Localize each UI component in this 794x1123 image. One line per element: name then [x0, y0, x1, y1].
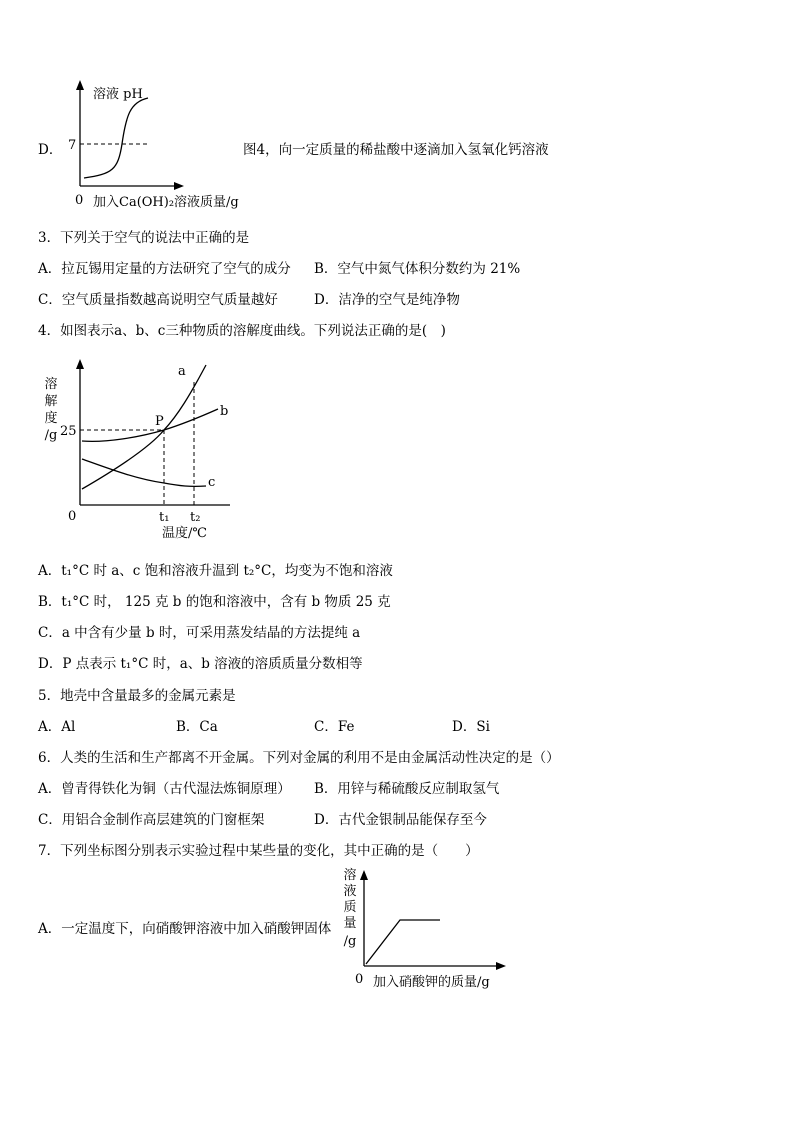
- option-d-label: D．: [38, 142, 63, 158]
- ph-origin: 0: [75, 193, 84, 208]
- kno3-origin: 0: [355, 972, 364, 987]
- q3-option-c[interactable]: C．空气质量指数越高说明空气质量越好: [38, 292, 278, 308]
- sol-tick-t2: t₂: [190, 510, 201, 525]
- q5-option-c[interactable]: C．Fe: [314, 719, 355, 735]
- ph-x-arrow: [174, 182, 184, 190]
- q7-stem: 7．下列坐标图分别表示实验过程中某些量的变化，其中正确的是（ ）: [38, 843, 479, 859]
- ph-y-arrow: [76, 80, 84, 90]
- kno3-y-label-char-2: 液: [343, 884, 357, 899]
- q6-option-c[interactable]: C．用铝合金制作高层建筑的门窗框架: [38, 812, 265, 828]
- solubility-curve-chart: [40, 355, 240, 545]
- q7-option-a[interactable]: A．一定温度下，向硝酸钾溶液中加入硝酸钾固体: [38, 921, 332, 937]
- kno3-y-label-char-1: 溶: [343, 868, 357, 883]
- sol-label-c: c: [208, 475, 216, 490]
- q5-option-a[interactable]: A．Al: [38, 719, 76, 735]
- kno3-curve: [366, 920, 440, 964]
- sol-y-tick-25: 25: [60, 424, 77, 439]
- q3-option-b[interactable]: B．空气中氮气体积分数约为 21%: [314, 261, 521, 277]
- kno3-y-label-char-5: /g: [343, 934, 357, 949]
- sol-tick-t1: t₁: [159, 510, 170, 525]
- sol-y-arrow: [76, 359, 84, 369]
- kno3-solution-mass-chart: [350, 866, 510, 996]
- q4-option-a[interactable]: A．t₁°C 时 a、c 饱和溶液升温到 t₂°C，均变为不饱和溶液: [38, 563, 393, 579]
- q4-option-b[interactable]: B．t₁°C 时， 125 克 b 的饱和溶液中，含有 b 物质 25 克: [38, 594, 391, 610]
- curve-b: [82, 409, 218, 441]
- q6-option-d[interactable]: D．古代金银制品能保存至今: [314, 812, 487, 828]
- q5-stem: 5．地壳中含量最多的金属元素是: [38, 688, 236, 704]
- q3-stem: 3．下列关于空气的说法中正确的是: [38, 230, 250, 246]
- sol-point-p: P: [155, 414, 164, 429]
- ph-x-label: 加入Ca(OH)₂溶液质量/g: [93, 195, 239, 210]
- kno3-x-arrow: [496, 962, 506, 970]
- ph-curve: [84, 98, 148, 178]
- sol-label-a: a: [178, 364, 186, 379]
- q3-option-a[interactable]: A．拉瓦锡用定量的方法研究了空气的成分: [38, 261, 291, 277]
- kno3-x-label: 加入硝酸钾的质量/g: [373, 975, 490, 990]
- sol-origin: 0: [68, 509, 77, 524]
- ph-y-label: 溶液 pH: [93, 87, 143, 102]
- q5-option-d[interactable]: D．Si: [452, 719, 490, 735]
- sol-x-label: 温度/℃: [162, 526, 207, 541]
- kno3-y-label-char-3: 质: [343, 900, 357, 915]
- curve-c: [82, 459, 206, 486]
- sol-y-label-char-3: 度: [44, 411, 58, 426]
- q4-stem: 4．如图表示a、b、c三种物质的溶解度曲线。下列说法正确的是( ): [38, 323, 446, 339]
- q6-option-b[interactable]: B．用锌与稀硫酸反应制取氢气: [314, 781, 500, 797]
- q5-option-b[interactable]: B．Ca: [176, 719, 218, 735]
- q6-stem: 6．人类的生活和生产都离不开金属。下列对金属的利用不是由金属活动性决定的是（）: [38, 750, 560, 766]
- curve-a: [82, 365, 206, 489]
- sol-y-label-char-1: 溶: [44, 377, 58, 392]
- figure-4-caption: 图4，向一定质量的稀盐酸中逐滴加入氢氧化钙溶液: [243, 142, 549, 158]
- sol-y-label-char-2: 解: [44, 394, 58, 409]
- q4-option-d[interactable]: D．P 点表示 t₁°C 时，a、b 溶液的溶质质量分数相等: [38, 656, 363, 672]
- ph-y-tick-7: 7: [68, 138, 77, 153]
- q6-option-a[interactable]: A．曾青得铁化为铜（古代湿法炼铜原理）: [38, 781, 291, 797]
- sol-label-b: b: [220, 404, 229, 419]
- q4-option-c[interactable]: C．a 中含有少量 b 时，可采用蒸发结晶的方法提纯 a: [38, 625, 361, 641]
- ph-curve-chart: [50, 78, 250, 218]
- sol-y-label-char-4: /g: [44, 428, 58, 443]
- q3-option-d[interactable]: D．洁净的空气是纯净物: [314, 292, 460, 308]
- kno3-y-label-char-4: 量: [343, 916, 357, 931]
- kno3-y-arrow: [360, 870, 368, 880]
